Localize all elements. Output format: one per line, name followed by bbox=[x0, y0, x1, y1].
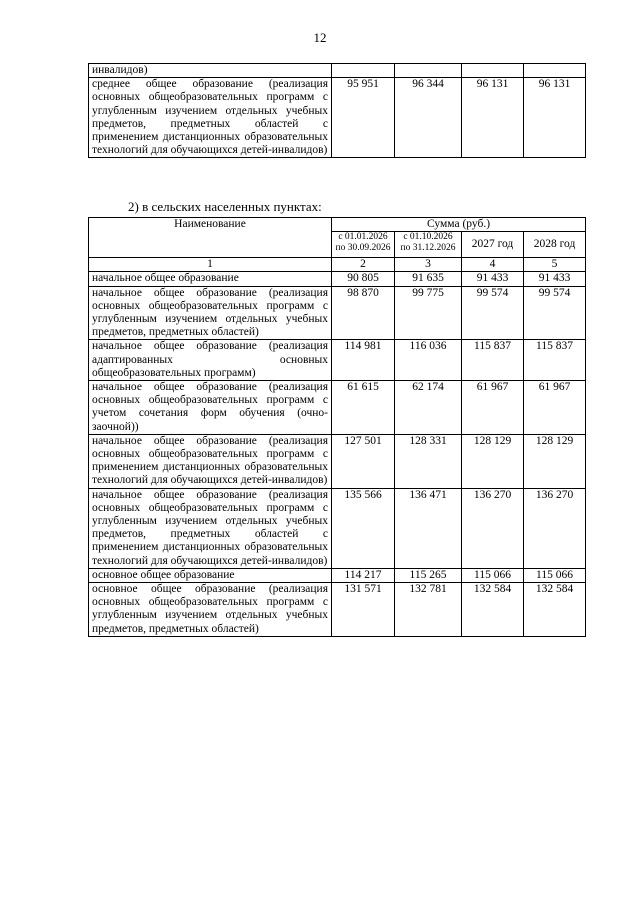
table-row bbox=[89, 64, 586, 78]
row-value: 114 981 bbox=[332, 340, 395, 381]
row-value: 61 967 bbox=[462, 381, 524, 435]
row-value: 91 433 bbox=[524, 272, 586, 286]
row-value: 132 584 bbox=[462, 583, 524, 637]
row-value: 99 574 bbox=[462, 286, 524, 340]
table-row bbox=[89, 340, 586, 381]
col-number: 2 bbox=[332, 258, 395, 272]
table-row bbox=[89, 434, 586, 488]
row-name: среднее общее образование (реализация основных общеобразовательных программ с углубленным изучением отдельных учебных предметов, предметных областей с применением дистанционных образовательных технологий для обучающихся детей-инвалидов) bbox=[89, 78, 332, 158]
row-value: 127 501 bbox=[332, 434, 395, 488]
header-period-2: с 01.10.2026 по 31.12.2026 bbox=[395, 232, 462, 258]
header-sum: Сумма (руб.) bbox=[332, 218, 586, 232]
row-name: начальное общее образование (реализация основных общеобразовательных программ с учетом сочетания форм обучения (очно-заочной)) bbox=[89, 381, 332, 435]
table-row bbox=[89, 488, 586, 568]
row-name: основное общее образование (реализация основных общеобразовательных программ с углубленным изучением отдельных учебных предметов, предметных областей) bbox=[89, 583, 332, 637]
continued-table bbox=[88, 63, 586, 158]
row-name: начальное общее образование (реализация основных общеобразовательных программ с применением дистанционных образовательных технологий для обучающихся детей-инвалидов) bbox=[89, 434, 332, 488]
row-name: начальное общее образование (реализация основных общеобразовательных программ с углубленным изучением отдельных учебных предметов, предметных областей с применением дистанционных образовательных технологий для обучающихся детей-инвалидов) bbox=[89, 488, 332, 568]
row-value: 128 129 bbox=[462, 434, 524, 488]
row-name: начальное общее образование (реализация адаптированных основных общеобразовательных программ) bbox=[89, 340, 332, 381]
row-value: 95 951 bbox=[332, 78, 395, 158]
table-row bbox=[89, 568, 586, 582]
row-name: инвалидов) bbox=[89, 64, 332, 78]
row-name: начальное общее образование (реализация основных общеобразовательных программ с углубленным изучением отдельных учебных предметов, предметных областей) bbox=[89, 286, 332, 340]
col-number: 3 bbox=[395, 258, 462, 272]
row-value: 90 805 bbox=[332, 272, 395, 286]
row-value: 128 129 bbox=[524, 434, 586, 488]
header-period-1: с 01.01.2026 по 30.09.2026 bbox=[332, 232, 395, 258]
row-value: 96 131 bbox=[462, 78, 524, 158]
row-value: 128 331 bbox=[395, 434, 462, 488]
row-value: 114 217 bbox=[332, 568, 395, 582]
row-value: 91 433 bbox=[462, 272, 524, 286]
header-year-2028: 2028 год bbox=[524, 232, 586, 258]
table-row bbox=[89, 272, 586, 286]
table-row bbox=[89, 381, 586, 435]
row-value: 115 066 bbox=[524, 568, 586, 582]
row-value: 61 967 bbox=[524, 381, 586, 435]
row-name: начальное общее образование bbox=[89, 272, 332, 286]
row-value bbox=[524, 64, 586, 78]
row-value: 116 036 bbox=[395, 340, 462, 381]
row-value bbox=[395, 64, 462, 78]
row-value: 99 574 bbox=[524, 286, 586, 340]
table-row bbox=[89, 78, 586, 158]
row-value: 115 837 bbox=[524, 340, 586, 381]
row-value: 61 615 bbox=[332, 381, 395, 435]
col-number: 1 bbox=[89, 258, 332, 272]
row-value: 115 066 bbox=[462, 568, 524, 582]
row-value: 115 837 bbox=[462, 340, 524, 381]
row-value: 96 131 bbox=[524, 78, 586, 158]
row-value: 136 471 bbox=[395, 488, 462, 568]
row-value bbox=[332, 64, 395, 78]
row-value: 91 635 bbox=[395, 272, 462, 286]
header-year-2027: 2027 год bbox=[462, 232, 524, 258]
row-value bbox=[462, 64, 524, 78]
row-value: 98 870 bbox=[332, 286, 395, 340]
table-row bbox=[89, 583, 586, 637]
row-value: 135 566 bbox=[332, 488, 395, 568]
row-value: 131 571 bbox=[332, 583, 395, 637]
row-value: 62 174 bbox=[395, 381, 462, 435]
row-value: 96 344 bbox=[395, 78, 462, 158]
table-row bbox=[89, 286, 586, 340]
row-value: 136 270 bbox=[462, 488, 524, 568]
page-number: 12 bbox=[313, 30, 327, 45]
row-value: 132 584 bbox=[524, 583, 586, 637]
row-name: основное общее образование bbox=[89, 568, 332, 582]
section-heading: 2) в сельских населенных пунктах: bbox=[128, 199, 322, 214]
rural-costs-table bbox=[88, 217, 586, 637]
row-value: 115 265 bbox=[395, 568, 462, 582]
header-name: Наименование bbox=[89, 218, 332, 258]
row-value: 136 270 bbox=[524, 488, 586, 568]
col-number: 4 bbox=[462, 258, 524, 272]
row-value: 99 775 bbox=[395, 286, 462, 340]
row-value: 132 781 bbox=[395, 583, 462, 637]
col-number: 5 bbox=[524, 258, 586, 272]
